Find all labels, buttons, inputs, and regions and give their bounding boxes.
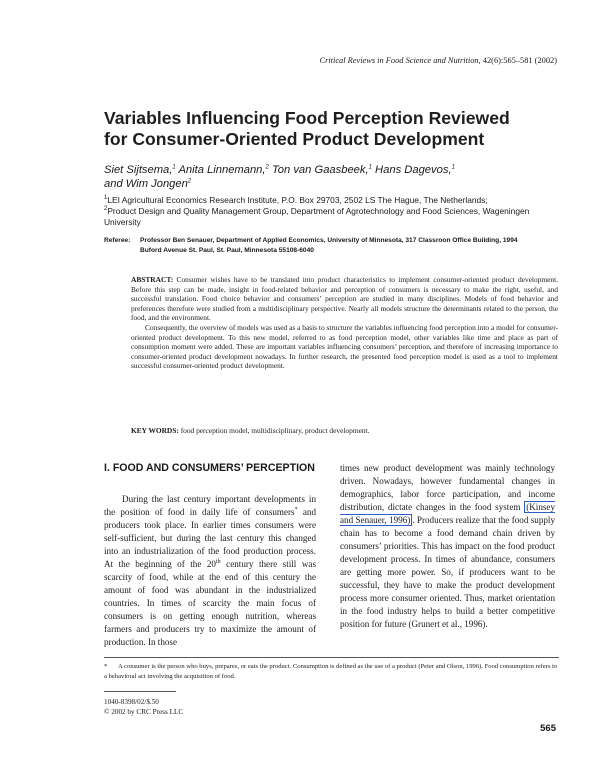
author-affil-mark: 1 [368, 164, 372, 171]
author-affil-mark: 2 [187, 178, 192, 185]
affiliation-mark: 1 [104, 195, 108, 202]
abstract-text: Consumer wishes have to be translated into product characteristics to implement consumer-oriented product development. Before this step can be made, insight in food-related behavior and perception of consumers is necessary to make the right, useful, and successful translation. Food choice behavior and consumers’ perception are studied in many disciplines. Models of food behavior and preferences therefore were studied from a multidisciplinary perspective. Nearly all models structure the determinants related to the person, the food, and the environment. [131, 275, 558, 323]
author-name: Hans Dagevos, [371, 164, 452, 176]
body-text: times new product development was mainly technology driven. Nowadays, however fundamental changes in demographics, labor force participation, and income distribution, dictate changes in the food system [340, 463, 555, 512]
author-affil-mark: 2 [265, 164, 269, 171]
abstract [131, 275, 558, 371]
author-affil-mark: 1 [172, 164, 176, 171]
referee-line-2: Buford Avenue St. Paul, St. Paul, Minnesota 55108-6040 [140, 247, 314, 254]
body-paragraph [340, 462, 555, 631]
author-name: Siet Sijtsema, [104, 164, 173, 176]
ordinal-suffix: th [215, 558, 221, 565]
issn-line: 1040-8398/02/$.50 [104, 698, 159, 706]
affiliation-text: LEI Agricultural Economics Research Institute, P.O. Box 29703, 2502 LS The Hague, The Netherlands; [107, 195, 488, 205]
keywords-text: food perception model, multidisciplinary, product development. [178, 426, 370, 435]
body-paragraph [104, 493, 316, 649]
keywords [131, 426, 558, 436]
affiliation-1 [104, 195, 564, 206]
affiliation-2 [104, 206, 564, 228]
copyright-block [104, 697, 183, 717]
affiliation-text: Product Design and Quality Management Group, Department of Agrotechnology and Food Sciences, Wageningen University [104, 206, 530, 227]
referee-line-1: Professor Ben Senauer, Department of Applied Economics, University of Minnesota, 317 Classroon Office Building, 1994 [140, 237, 518, 244]
footnote-mark: * [104, 663, 108, 670]
body-text: . Producers realize that the food supply chain has to become a food demand chain driven by consumers’ priorities. This has impact on the food product development process. In times of abundance, consumers are getting more power. So, if producers want to be successful, they have to make the product development process more consumer oriented. Thus, market orientation in the food industry helps to build a better competitive position for future (Grunert et al., 1996). [340, 515, 555, 629]
journal-header [320, 56, 558, 65]
footnote-ref: * [294, 506, 298, 513]
body-text: century there still was scarcity of food, while at the end of this century the amount of food was abundant in the industrialized countries. In times of scarcity the main focus of consumers is on getting enough nutrition, whereas farmers and producers try to maximize the amount of production. In those [104, 559, 316, 647]
copyright-divider [104, 691, 176, 692]
footnote-divider [104, 657, 559, 658]
journal-volume: , 42(6):565–581 (2002) [478, 56, 557, 65]
footnote-text: A consumer is the person who buys, prepares, or eats the product. Consumption is defined as the use of a product (Peter and Olson, 1996). Food consumption refers to a behavioral act involving the acquisition of food. [104, 663, 558, 680]
referee-block [104, 236, 564, 256]
journal-name: Critical Reviews in Food Science and Nutrition [319, 56, 479, 65]
author-affil-mark: 1 [451, 164, 455, 171]
author-name: Anita Linnemann, [175, 164, 266, 176]
paper-title [104, 108, 564, 150]
body-text: and producers took place. In earlier times consumers were self-sufficient, but during the last century this changed into an industrialization of the food production process. At the beginning of the 20 [104, 507, 316, 569]
author-name: Ton van Gaasbeek, [268, 164, 369, 176]
section-heading: I. FOOD AND CONSUMERS’ PERCEPTION [104, 462, 315, 474]
body-column-right [340, 462, 555, 631]
title-line-1: Variables Influencing Food Perception Reviewed [104, 108, 510, 128]
page-number: 565 [540, 723, 556, 734]
abstract-paragraph-2: Consequently, the overview of models was used as a basis to structure the variables influencing food perception into a model for consumer-oriented product development. To this new model, referred to as food perception model, other variables like time and place as part of consumption moment were added. These are important variables influencing consumers’ perception, and therefore of increasing importance to consumer-oriented product development nowadays. In further research, the presented food perception model is used as a tool to implement successful consumer-oriented product development. [131, 322, 558, 371]
affiliation-mark: 2 [104, 206, 108, 213]
affiliations [104, 195, 564, 228]
referee-label: Referee: [104, 237, 131, 244]
body-column-left [104, 462, 316, 649]
footnote [104, 662, 559, 682]
author-list [104, 163, 564, 191]
copyright-line: © 2002 by CRC Press LLC [104, 708, 184, 716]
abstract-label: ABSTRACT: [131, 275, 174, 284]
citation-link-kinsey-senauer[interactable]: (Kinsey and Senauer, 1996) [340, 502, 555, 525]
abstract-paragraph-1 [131, 275, 558, 323]
keywords-label: KEY WORDS: [131, 426, 179, 435]
author-name: and Wim Jongen [104, 178, 188, 190]
title-line-2: for Consumer-Oriented Product Development [104, 129, 485, 149]
body-text: During the last century important developments in the position of food in daily life of consumers [104, 494, 316, 517]
